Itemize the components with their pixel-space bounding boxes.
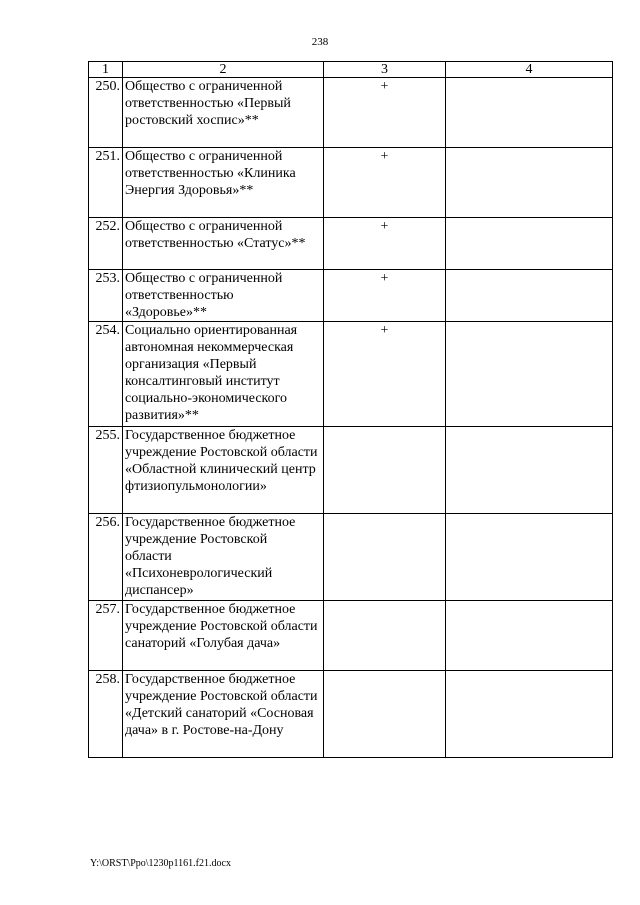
- col4-cell: [446, 427, 613, 514]
- row-number: 250.: [89, 78, 123, 148]
- table-row: [89, 514, 613, 601]
- table-header-row: [89, 62, 613, 78]
- header-col-3: 3: [324, 62, 446, 78]
- row-number: 256.: [89, 514, 123, 601]
- col3-mark: +: [324, 322, 446, 427]
- table-row: [89, 601, 613, 671]
- organization-name: Общество с ограниченной ответственностью «Клиника Энергия Здоровья»**: [123, 148, 324, 218]
- table-row: [89, 671, 613, 758]
- col4-cell: [446, 270, 613, 322]
- organization-name: Социально ориентированная автономная некоммерческая организация «Первый консалтинговый институт социально-экономического развития»**: [123, 322, 324, 427]
- header-col-4: 4: [446, 62, 613, 78]
- table-row: [89, 148, 613, 218]
- col4-cell: [446, 514, 613, 601]
- col4-cell: [446, 218, 613, 270]
- row-number: 252.: [89, 218, 123, 270]
- organization-name: Общество с ограниченной ответственностью «Первый ростовский хоспис»**: [123, 78, 324, 148]
- row-number: 254.: [89, 322, 123, 427]
- header-col-2: 2: [123, 62, 324, 78]
- col3-mark: +: [324, 148, 446, 218]
- col3-mark: [324, 671, 446, 758]
- header-col-1: 1: [89, 62, 123, 78]
- col3-mark: +: [324, 270, 446, 322]
- col3-mark: [324, 514, 446, 601]
- table-row: [89, 270, 613, 322]
- table-row: [89, 218, 613, 270]
- row-number: 257.: [89, 601, 123, 671]
- table-row: [89, 427, 613, 514]
- col4-cell: [446, 322, 613, 427]
- registry-table: [88, 61, 613, 758]
- row-number: 258.: [89, 671, 123, 758]
- organization-name: Государственное бюджетное учреждение Ростовской области «Областной клинический центр фтизиопульмонологии»: [123, 427, 324, 514]
- col4-cell: [446, 671, 613, 758]
- organization-name: Государственное бюджетное учреждение Ростовской области «Детский санаторий «Сосновая дача» в г. Ростове-на-Дону: [123, 671, 324, 758]
- row-number: 255.: [89, 427, 123, 514]
- row-number: 253.: [89, 270, 123, 322]
- row-number: 251.: [89, 148, 123, 218]
- table-row: [89, 322, 613, 427]
- col3-mark: +: [324, 78, 446, 148]
- col4-cell: [446, 78, 613, 148]
- col3-mark: [324, 427, 446, 514]
- organization-name: Государственное бюджетное учреждение Ростовской области «Психоневрологический диспансер»: [123, 514, 324, 601]
- col4-cell: [446, 148, 613, 218]
- organization-name: Государственное бюджетное учреждение Ростовской области санаторий «Голубая дача»: [123, 601, 324, 671]
- organization-name: Общество с ограниченной ответственностью «Здоровье»**: [123, 270, 324, 322]
- col3-mark: [324, 601, 446, 671]
- organization-name: Общество с ограниченной ответственностью «Статус»**: [123, 218, 324, 270]
- file-path-footer: Y:\ORST\Ppo\1230p1161.f21.docx: [90, 858, 231, 869]
- page-number: 238: [311, 36, 329, 48]
- table-row: [89, 78, 613, 148]
- col4-cell: [446, 601, 613, 671]
- col3-mark: +: [324, 218, 446, 270]
